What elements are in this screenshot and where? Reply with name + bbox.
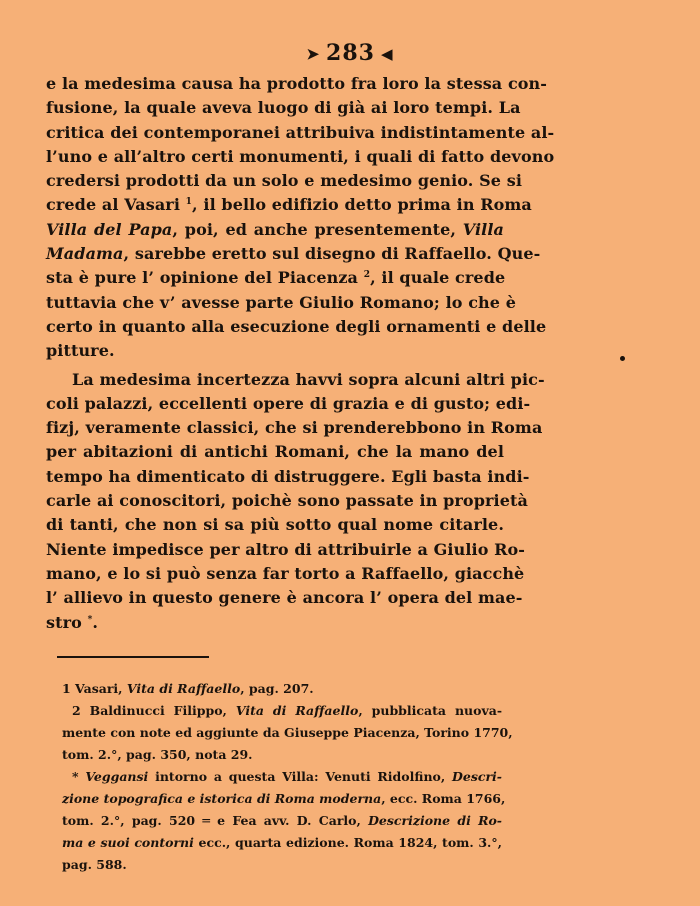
text-line: mano, e lo si può senza far torto a Raffaello, giacchè bbox=[46, 563, 525, 583]
text-line: di tanti, che non si sa più sotto qual nome citarle. bbox=[46, 515, 504, 535]
text-line: pitture. bbox=[46, 341, 115, 361]
text-line: carle ai conoscitori, poichè sono passate in proprietà bbox=[46, 491, 528, 511]
text-line: certo in quanto alla esecuzione degli ornamenti e delle bbox=[46, 316, 547, 336]
footnote-2-cont: tom. 2.°, pag. 350, nota 29. bbox=[62, 747, 253, 762]
text-line: stro *. bbox=[46, 612, 99, 632]
footnote-star-cont: pag. 588. bbox=[62, 857, 127, 872]
italic-villa-del-papa: Villa del Papa bbox=[46, 219, 173, 239]
footnote-star-cont: zione topografica e istorica di Roma moderna, ecc. Roma 1766, bbox=[62, 791, 506, 806]
left-arrow-ornament-icon: ➤ bbox=[306, 45, 321, 63]
footnote-ref-star: * bbox=[87, 614, 93, 625]
page-header bbox=[0, 40, 700, 66]
text-line: sta è pure l’ opinione del Piacenza $^2$, il quale crede bbox=[46, 268, 506, 288]
ink-speck bbox=[620, 356, 625, 361]
text-line: credersi prodotti da un solo e medesimo genio. Se si bbox=[46, 171, 523, 191]
paragraph-2 bbox=[46, 368, 545, 635]
text-line: crede al Vasari $^1$, il bello edifizio detto prima in Roma bbox=[46, 195, 532, 215]
text-line: Niente impedisce per altro di attribuirle a Giulio Ro- bbox=[46, 539, 526, 559]
right-arrow-ornament-icon: ◀ bbox=[380, 45, 394, 63]
footnote-2-cont: mente con note ed aggiunte da Giuseppe Piacenza, Torino 1770, bbox=[62, 725, 513, 740]
footnote-star: * Veggansi intorno a questa Villa: Venuti Ridolfino, Descri- bbox=[72, 769, 502, 784]
page-number: 283 bbox=[326, 40, 375, 66]
text-line: critica dei contemporanei attribuiva indistintamente al- bbox=[46, 122, 555, 142]
footnote-separator bbox=[57, 656, 209, 658]
italic-madama: Madama bbox=[46, 244, 124, 264]
footnote-1: 1 Vasari, Vita di Raffaello, pag. 207. bbox=[62, 681, 314, 696]
footnotes bbox=[62, 678, 513, 876]
main-text bbox=[46, 72, 555, 635]
text-line: Villa del Papa, poi, ed anche presentemente, Villa bbox=[46, 219, 504, 239]
text-line: coli palazzi, eccellenti opere di grazia e di gusto; edi- bbox=[46, 393, 531, 413]
text-line: l’uno e all’altro certi monumenti, i quali di fatto devono bbox=[46, 146, 555, 166]
text-line: l’ allievo in questo genere è ancora l’ opera del mae- bbox=[46, 588, 523, 608]
text-line: tempo ha dimenticato di distruggere. Egli basta indi- bbox=[46, 466, 530, 486]
text-line: tuttavia che v’ avesse parte Giulio Romano; lo che è bbox=[46, 292, 517, 312]
text-line: La medesima incertezza havvi sopra alcuni altri pic- bbox=[72, 369, 545, 389]
footnote-star-cont: tom. 2.°, pag. 520 ═ e Fea avv. D. Carlo, Descrizione di Ro- bbox=[62, 813, 502, 828]
footnote-ref-1: 1 bbox=[185, 197, 193, 208]
footnote-star-cont: ma e suoi contorni ecc., quarta edizione. Roma 1824, tom. 3.°, bbox=[62, 835, 503, 850]
text-line: per abitazioni di antichi Romani, che la mano del bbox=[46, 442, 504, 462]
text-line: Madama, sarebbe eretto sul disegno di Raffaello. Que- bbox=[46, 244, 541, 264]
paragraph-1 bbox=[46, 72, 555, 364]
footnote-ref-2: 2 bbox=[363, 270, 371, 281]
text-line: fizj, veramente classici, che si prenderebbono in Roma bbox=[46, 418, 543, 438]
footnote-2: 2 Baldinucci Filippo, Vita di Raffaello, pubblicata nuova- bbox=[72, 703, 503, 718]
text-line: e la medesima causa ha prodotto fra loro la stessa con- bbox=[46, 74, 548, 93]
text-line: fusione, la quale aveva luogo di già ai loro tempi. La bbox=[46, 98, 521, 118]
